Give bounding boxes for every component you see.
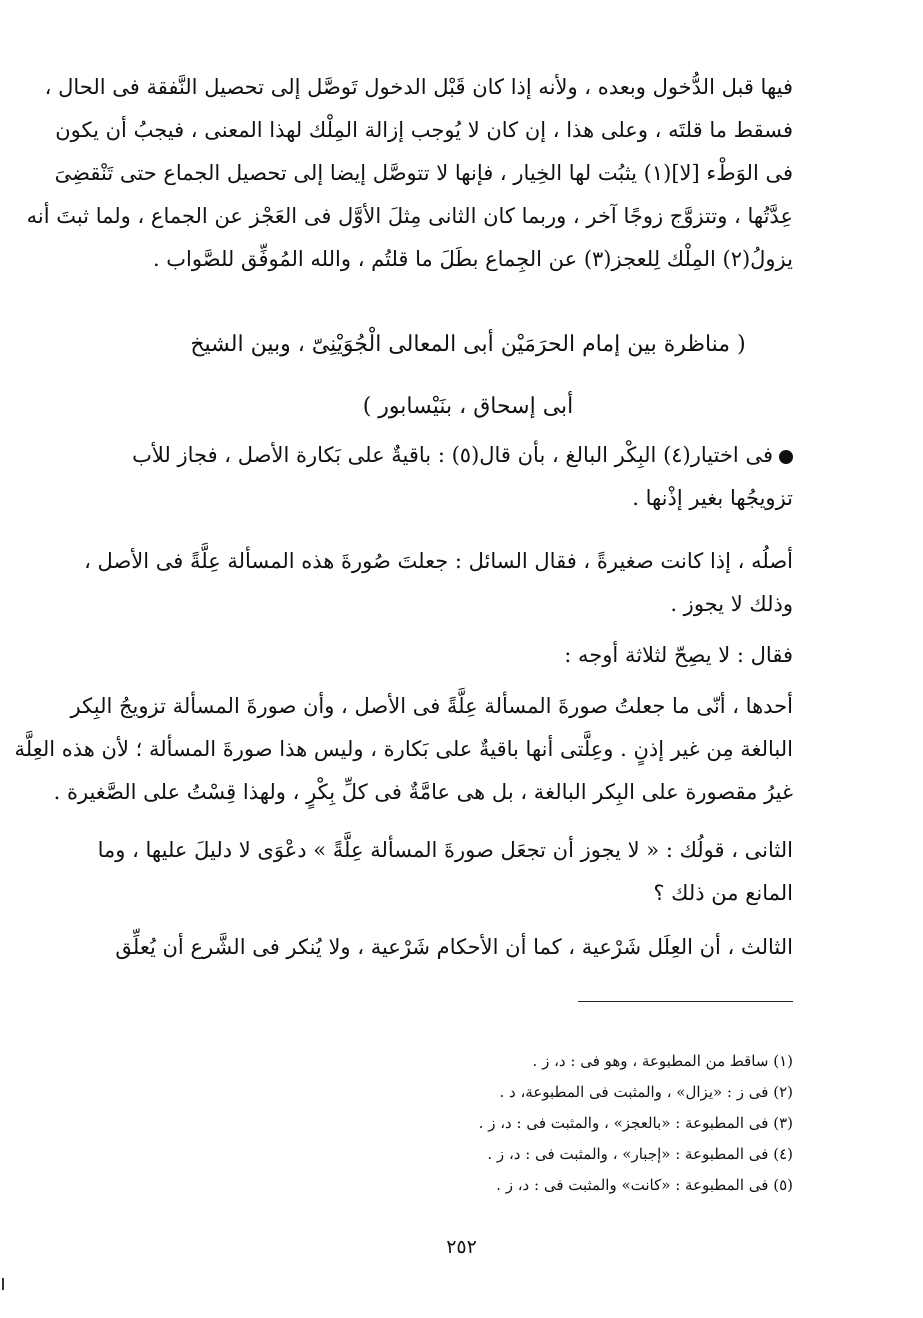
text-line: تزويجُها بغير إذْنها .	[632, 486, 793, 510]
bullet-icon	[779, 450, 793, 464]
text-line: المانع من ذلك ؟	[653, 881, 793, 905]
page-number: ٢٥٢	[446, 1236, 477, 1258]
text-line-content: فى اختيار(٤) البِكْر البالغ ، بأن قال(٥) : باقيةٌ على بَكارة الأصل ، فجاز للأب	[132, 443, 773, 467]
section-heading	[143, 314, 793, 438]
footnote-divider	[578, 1001, 793, 1002]
text-line: البالغة مِن غير إذنٍ . وعِلَّتى أنها باقيةٌ على بَكارة ، وليس هذا صورةَ المسألة ؛ لأن هذه العِلَّة	[14, 737, 793, 761]
text-line: فيها قبل الدُّخول وبعده ، ولأنه إذا كان قَبْل الدخول تَوصَّل إلى تحصيل النَّفقة فى الحال ،	[44, 75, 793, 99]
footnote: (١) ساقط من المطبوعة ، وهو فى : د، ز .	[532, 1052, 793, 1070]
paragraph-3	[143, 634, 793, 677]
paragraph-1	[132, 434, 793, 520]
heading-line: ( مناظرة بين إمام الحرَمَيْن أبى المعالى الْجُوَيْنِىّ ، وبين الشيخ	[190, 332, 746, 357]
paragraph-6	[115, 926, 793, 969]
footnotes	[143, 1046, 793, 1201]
body-text-top	[26, 66, 793, 281]
footnote: (٥) فى المطبوعة : «كانت» والمثبت فى : د، ز .	[496, 1176, 793, 1194]
text-line: فقال : لا يصِحّ لثلاثة أوجه :	[564, 643, 793, 667]
footnote: (٢) فى ز : «يزال» ، والمثبت فى المطبوعة، د .	[499, 1083, 793, 1101]
footnote: (٣) فى المطبوعة : «بالعجز» ، والمثبت فى : د، ز .	[478, 1114, 793, 1132]
text-line: فى الوَطْء [لا](١) يثبُت لها الخِيار ، فإنها لا تتوصَّل إيضا إلى تحصيل الجماع حتى تَنْقضِىَ	[54, 161, 793, 185]
heading-line: أبى إسحاق ، بنَيْسابور )	[362, 394, 574, 419]
text-line: يزولُ(٢) المِلْك لِلعجز(٣) عن الجِماع بطَلَ ما قلتُم ، والله المُوفِّق للصَّواب .	[152, 247, 793, 271]
text-line	[132, 434, 793, 477]
margin-mark	[2, 1278, 4, 1290]
text-line: غيرُ مقصورة على البِكر البالغة ، بل هى عامَّةٌ فى كلِّ بِكْرٍ ، ولهذا قِسْتُ على الصَّغيرة .	[53, 780, 793, 804]
footnote: (٤) فى المطبوعة : «إجبار» ، والمثبت فى : د، ز .	[487, 1145, 793, 1163]
text-line: أحدها ، أنّى ما جعلتُ صورةَ المسألة عِلَّةً فى الأصل ، وأن صورةَ المسألة تزويجُ البِكر	[70, 694, 793, 718]
text-line: الثالث ، أن العِلَل شَرْعية ، كما أن الأحكام شَرْعية ، ولا يُنكر فى الشَّرع أن يُعلِّق	[115, 935, 793, 959]
paragraph-5	[97, 829, 793, 915]
paragraph-4	[14, 685, 793, 814]
text-line: الثانى ، قولُك : « لا يجوز أن تجعَل صورةَ المسألة عِلَّةً » دعْوَى لا دليلَ عليها ، وما	[97, 838, 793, 862]
text-line: أصلُه ، إذا كانت صغيرةً ، فقال السائل : جعلتَ صُورةَ هذه المسألة عِلَّةً فى الأصل ،	[84, 549, 793, 573]
paragraph-2	[84, 540, 793, 626]
text-line: فسقط ما قلتَه ، وعلى هذا ، إن كان لا يُوجب إزالة المِلْك لهذا المعنى ، فيجبُ أن يكون	[55, 118, 793, 142]
text-line: عِدَّتُها ، وتتزوَّج زوجًا آخر ، وربما كان الثانى مِثلَ الأوَّل فى العَجْز عن الجماع ، ولما ثبتَ أنه	[26, 204, 793, 228]
text-line: وذلك لا يجوز .	[670, 592, 793, 616]
